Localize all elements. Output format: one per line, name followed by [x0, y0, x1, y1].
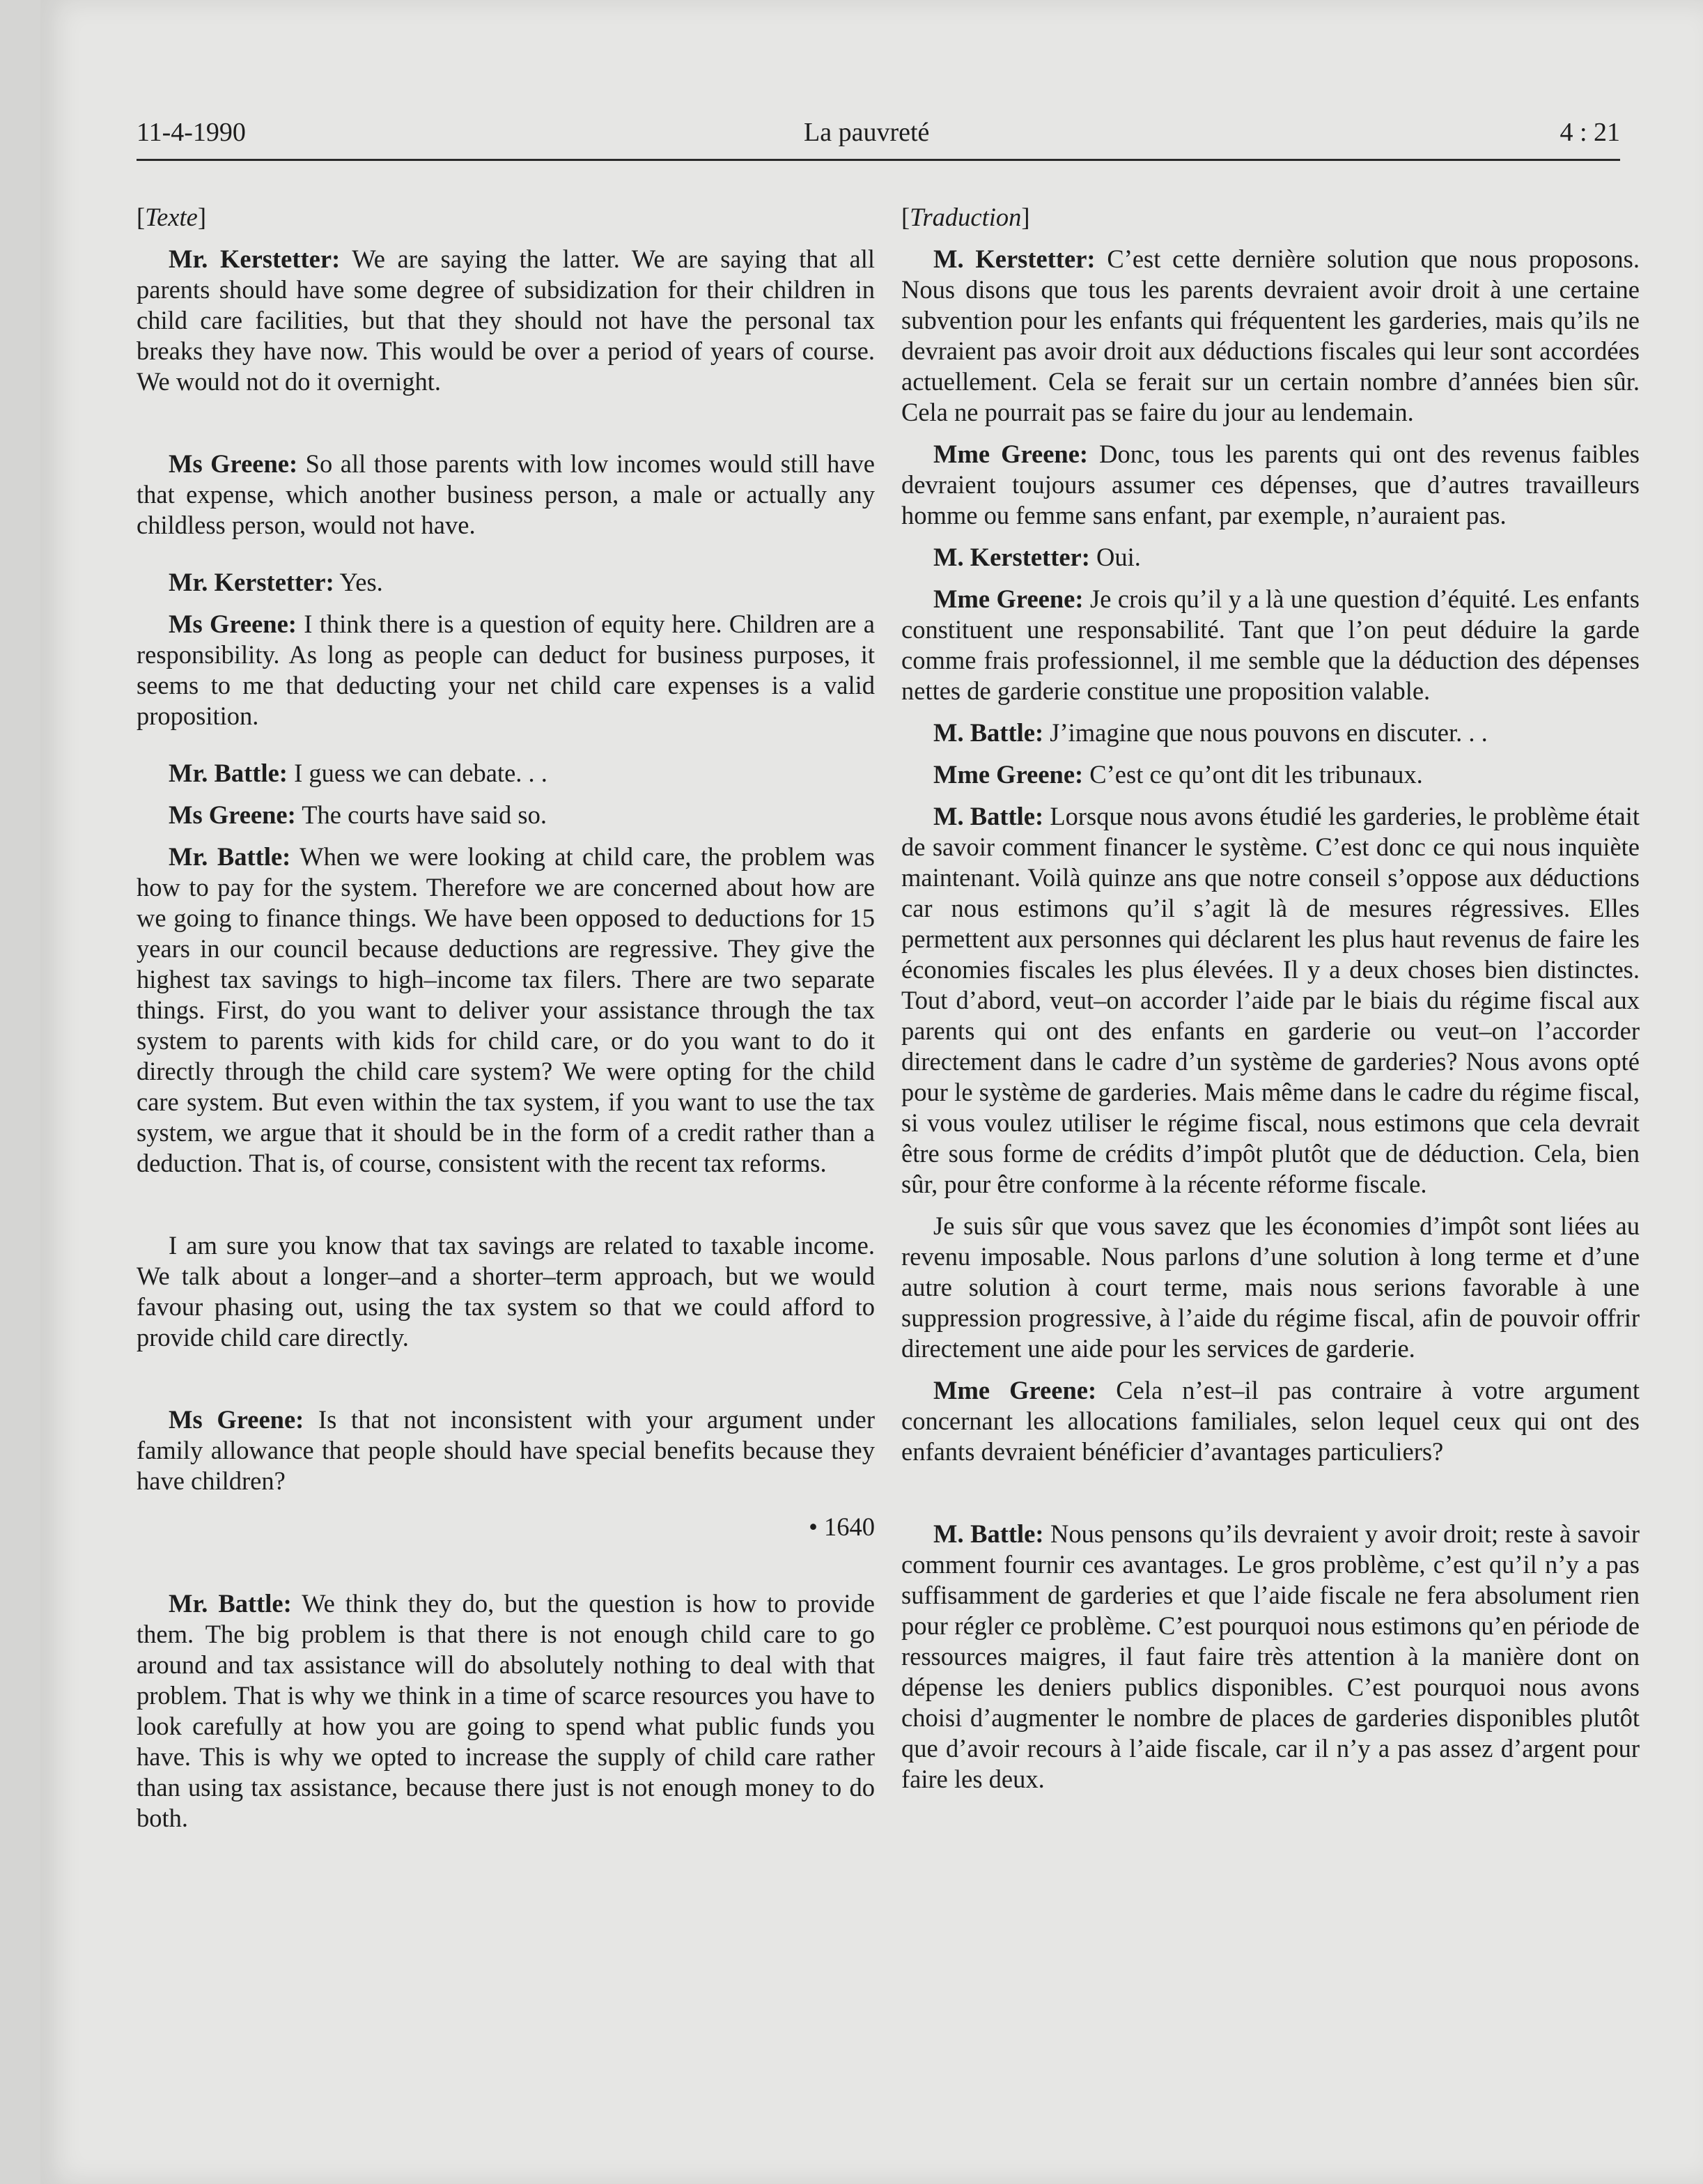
header-page-number: 4 : 21	[1560, 118, 1620, 147]
speaker-name: Ms Greene:	[169, 610, 297, 638]
speech-paragraph	[901, 759, 1640, 790]
speech-text: C’est cette dernière solution que nous proposons. Nous disons que tous les parents devraient avoir droit à une certaine subvention pour les enfants qui fréquentent les garderies, mais qu’ils ne devraient pas avoir droit aux déductions fiscales qui leur sont accordées actuellement. Cela se ferait sur un certain nombre d’années bien sûr. Cela ne pourrait pas se faire du jour au lendemain.	[901, 245, 1640, 426]
speech-text: I think there is a question of equity here. Children are a responsibility. As long as people can deduct for business purposes, it seems to me that deducting your net child care expenses is a valid proposition.	[137, 610, 875, 730]
speaker-name: M. Kerstetter:	[933, 543, 1090, 571]
speech-text: Lorsque nous avons étudié les garderies, le problème était de savoir comment financer le système. C’est donc ce qui nous inquiète maintenant. Voilà quinze ans que notre conseil s’oppose aux déductions car nous estimons qu’il s’agit là de mesures régressives. Elles permettent aux personnes qui déclarent les plus haut revenus de faire les économies fiscales les plus élevées. Il y a deux choses bien distinctes. Tout d’abord, veut–on accorder l’aide par le biais du régime fiscal aux parents qui ont des enfants en garderie ou veut–on l’accorder directement dans le cadre d’un système de garderies? Nous avons opté pour le système de garderies. Mais même dans le cadre du régime fiscal, si vous voulez utiliser le régime fiscal, nous estimons que cela devrait être sous forme de crédits d’impôt plutôt que de déduction. Cela, bien sûr, pour être conforme à la récente réforme fiscale.	[901, 802, 1640, 1198]
column-tag: [Traduction]	[901, 203, 1030, 231]
time-marker: • 1640	[809, 1512, 875, 1541]
speaker-name: M. Battle:	[933, 802, 1044, 830]
speaker-name: Mme Greene:	[933, 1376, 1097, 1404]
speech-paragraph	[901, 718, 1640, 748]
speech-paragraph	[901, 244, 1640, 428]
speech-text: I am sure you know that tax savings are related to taxable income. We talk about a longer–and a shorter–term approach, but we would favour phasing out, using the tax system so that we could afford to provide child care directly.	[137, 1231, 875, 1352]
speech-paragraph	[901, 801, 1640, 1200]
speech-paragraph	[137, 244, 875, 397]
speaker-name: M. Kerstetter:	[933, 245, 1096, 273]
speech-paragraph	[137, 800, 875, 830]
speaker-name: Mr. Kerstetter:	[169, 568, 334, 596]
speech-paragraph	[137, 758, 875, 789]
speech-text: Yes.	[334, 568, 383, 596]
speech-text: Is that not inconsistent with your argument under family allowance that people should have special benefits because they have children?	[137, 1405, 875, 1495]
speaker-name: Mme Greene:	[933, 760, 1084, 789]
header-date: 11-4-1990	[137, 118, 246, 147]
speech-paragraph	[901, 1519, 1640, 1795]
speaker-name: Mr. Kerstetter:	[169, 245, 341, 273]
speaker-name: Mr. Battle:	[169, 1589, 292, 1618]
speech-text: J’imagine que nous pouvons en discuter. . .	[1043, 718, 1488, 747]
speech-text: Je suis sûr que vous savez que les économies d’impôt sont liées au revenu imposable. Nous parlons d’une solution à long terme et d’une autre solution à court terme, mais nous serions favorable à une suppression progressive, à l’aide du régime fiscal, afin de pouvoir offrir directement une aide pour les services de garderie.	[901, 1211, 1640, 1363]
speech-text: So all those parents with low incomes would still have that expense, which another business person, a male or actually any childless person, would not have.	[137, 449, 875, 539]
speech-text: Donc, tous les parents qui ont des revenus faibles devraient toujours assumer ces dépenses, que d’autres travailleurs homme ou femme sans enfant, par exemple, n’auraient pas.	[901, 440, 1640, 529]
speech-paragraph	[901, 542, 1640, 573]
speech-text: Je crois qu’il y a là une question d’équité. Les enfants constituent une responsabilité. Tant que l’on peut déduire la garde comme frais professionnel, il me semble que la déduction des dépenses nettes de garderie constitue une proposition valable.	[901, 584, 1640, 705]
left-column	[137, 202, 875, 1845]
speech-paragraph	[137, 1588, 875, 1834]
header-rule	[137, 159, 1620, 161]
speaker-name: Ms Greene:	[169, 800, 296, 829]
speech-text: When we were looking at child care, the problem was how to pay for the system. Therefore we are concerned about how are we going to finance things. We have been opposed to deductions for 15 years in our council because deductions are regressive. They give the highest tax savings to high–income tax filers. There are two separate things. First, do you want to deliver your assistance through the tax system to parents with kids for child care, or do you want to do it directly through the child care system? We were opting for the child care system. But even within the tax system, if you want to use the tax system, we argue that it should be in the form of a credit rather than a deduction. That is, of course, consistent with the recent tax reforms.	[137, 842, 875, 1177]
speaker-name: Ms Greene:	[169, 1405, 304, 1434]
speech-text: I guess we can debate. . .	[287, 759, 547, 787]
speech-paragraph	[901, 1211, 1640, 1364]
speech-paragraph	[137, 1404, 875, 1496]
speech-paragraph	[137, 567, 875, 598]
speaker-name: Ms Greene:	[169, 449, 298, 478]
speech-paragraph	[901, 1375, 1640, 1467]
speech-paragraph	[137, 1230, 875, 1353]
speech-text: Nous pensons qu’ils devraient y avoir droit; reste à savoir comment fournir ces avantages. Le gros problème, c’est qu’il n’y a pas suffisamment de garderies et que l’aide fiscale ne fera absolument rien pour régler ce problème. C’est pourquoi nous estimons qu’en période de ressources maigres, il faut faire très attention à la manière dont on dépense les deniers publics disponibles. C’est pourquoi nous avons choisi d’augmenter le nombre de places de garderies disponibles plutôt que d’avoir recours à l’aide fiscale, car il n’y a pas assez d’argent pour faire les deux.	[901, 1519, 1640, 1793]
speech-text: We are saying the latter. We are saying that all parents should have some degree of subsidization for their children in child care facilities, but that they should not have the personal tax breaks they have now. This would be over a period of years of course. We would not do it overnight.	[137, 245, 875, 396]
speaker-name: Mme Greene:	[933, 440, 1089, 468]
right-column	[901, 202, 1640, 1806]
speaker-name: M. Battle:	[933, 718, 1044, 747]
speech-text: Oui.	[1089, 543, 1141, 571]
speaker-name: M. Battle:	[933, 1519, 1044, 1548]
speech-text: We think they do, but the question is how to provide them. The big problem is that there is not enough child care to go around and tax assistance will do absolutely nothing to deal with that problem. That is why we think in a time of scarce resources you have to look carefully at how you are going to spend what public funds you have. This is why we opted to increase the supply of child care rather than using tax assistance, because there just is not enough money to do both.	[137, 1589, 876, 1832]
speech-paragraph	[901, 584, 1640, 706]
speaker-name: Mr. Battle:	[169, 759, 288, 787]
speech-paragraph	[137, 609, 875, 731]
speech-text: The courts have said so.	[295, 800, 547, 829]
speech-paragraph	[137, 842, 875, 1179]
speech-text: C’est ce qu’ont dit les tribunaux.	[1083, 760, 1423, 789]
speech-text: Cela n’est–il pas contraire à votre argument concernant les allocations familiales, selon lequel ceux qui ont des enfants devraient bénéficier d’avantages particuliers?	[901, 1376, 1640, 1466]
column-tag: [Texte]	[137, 203, 207, 231]
speech-paragraph	[901, 439, 1640, 531]
speech-paragraph	[137, 449, 875, 541]
page-header	[137, 117, 1620, 157]
speaker-name: Mr. Battle:	[169, 842, 291, 871]
header-title: La pauvreté	[804, 118, 930, 147]
speaker-name: Mme Greene:	[933, 584, 1084, 613]
